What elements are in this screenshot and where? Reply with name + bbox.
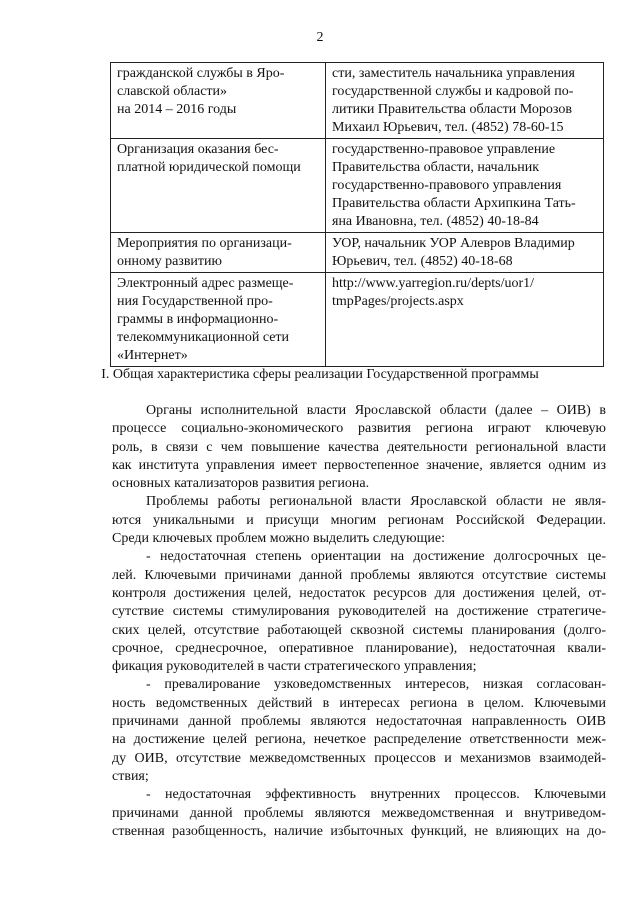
text-line: телекоммуникационной сети xyxy=(117,330,290,345)
text-line: литики Правительства области Морозов xyxy=(332,102,572,117)
text-line: как института управления имеет первостепенное значение, является одним из xyxy=(112,457,606,473)
text-line: на 2014 – 2016 годы xyxy=(117,102,237,117)
text-line: гражданской службы в Яро- xyxy=(117,66,285,81)
text-line: государственной службы и кадровой по- xyxy=(332,84,574,99)
text-line: - недостаточная степень ориентации на достижение долгосрочных це- xyxy=(146,549,606,565)
text-line: лей. Ключевыми причинами данной проблемы являются отсутствие системы xyxy=(112,567,606,583)
text-line: Правительства области, начальник xyxy=(332,160,540,175)
paragraph xyxy=(112,402,606,493)
text-line: Электронный адрес размеще- xyxy=(117,276,294,291)
text-line: сутствие системы стимулирования руководителей на достижение стратегиче- xyxy=(112,604,606,620)
url-line[interactable]: http://www.yarregion.ru/depts/uor1/ xyxy=(332,276,535,291)
table-row xyxy=(111,63,604,139)
text-line: роль, в связи с чем повышение качества деятельности региональной власти xyxy=(112,439,606,455)
text-line: процессе социально-экономического развития региона играют ключевую xyxy=(112,421,606,437)
text-line: Среди ключевых проблем можно выделить следующие: xyxy=(112,531,445,547)
text-line: граммы в информационно- xyxy=(117,312,279,327)
text-line: на достижение целей региона, нечеткое распределение ответственности меж- xyxy=(112,732,606,748)
text-line: Проблемы работы региональной власти Ярославской области не явля- xyxy=(146,494,606,510)
text-line: ность ведомственных действий в интересах региона в целом. Ключевыми xyxy=(112,695,606,711)
text-line: ственная разобщенность, наличие избыточных функций, не влияющих на до- xyxy=(112,823,606,839)
section-heading: I. Общая характеристика сферы реализации Государственной программы xyxy=(101,367,539,382)
text-line: ния Государственной про- xyxy=(117,294,273,309)
table-cell-label xyxy=(111,139,326,233)
text-line: УОР, начальник УОР Алевров Владимир xyxy=(332,236,575,251)
text-line: государственно-правовое управление xyxy=(332,142,556,157)
text-line: - недостаточная эффективность внутренних процессов. Ключевыми xyxy=(146,787,606,803)
page-number: 2 xyxy=(316,30,324,45)
text-line: основных катализаторов развития региона. xyxy=(112,476,370,492)
text-line: Органы исполнительной власти Ярославской области (далее – ОИВ) в xyxy=(146,403,606,418)
text-line: фикация руководителей в части стратегического управления; xyxy=(112,659,477,675)
text-line: славской области» xyxy=(117,84,228,99)
text-line: Михаил Юрьевич, тел. (4852) 78-60-15 xyxy=(332,120,564,135)
text-line: сти, заместитель начальника управления xyxy=(332,66,575,81)
text-line: контроля достижения целей, недостаток ресурсов для достижения целей, от- xyxy=(112,585,606,601)
table-row xyxy=(111,273,604,367)
table-row xyxy=(111,139,604,233)
text-line: Правительства области Архипкина Тать- xyxy=(332,196,576,211)
text-line: Организация оказания бес- xyxy=(117,142,279,157)
text-line: Мероприятия по организаци- xyxy=(117,236,292,251)
text-line: Юрьевич, тел. (4852) 40-18-68 xyxy=(332,254,513,269)
table-cell-value xyxy=(326,273,604,367)
text-line: причинами данной проблемы являются недостаточная направленность ОИВ xyxy=(112,714,606,730)
text-line: ются уникальными и присущи многим регионам Российской Федерации. xyxy=(112,512,606,528)
table-cell-value xyxy=(326,139,604,233)
text-line: ствия; xyxy=(112,768,149,784)
table-cell-value xyxy=(326,63,604,139)
body-text xyxy=(112,402,606,841)
text-line: платной юридической помощи xyxy=(117,160,301,175)
table-cell-label xyxy=(111,233,326,273)
text-line: государственно-правового управления xyxy=(332,178,562,193)
text-line: яна Ивановна, тел. (4852) 40-18-84 xyxy=(332,214,539,229)
table-cell-value xyxy=(326,233,604,273)
paragraph xyxy=(112,786,606,841)
table-cell-label xyxy=(111,273,326,367)
text-line: ских целей, отсутствие работающей сквозной системы планирования (долго- xyxy=(112,622,606,638)
text-line: ду ОИВ, отсутствие межведомственных процессов и механизмов взаимодей- xyxy=(112,750,606,766)
text-line: причинами данной проблемы являются межведомственная и внутриведом- xyxy=(112,805,606,821)
url-line[interactable]: tmpPages/projects.aspx xyxy=(332,294,464,309)
text-line: - превалирование узковедомственных интересов, низкая согласован- xyxy=(146,677,606,693)
paragraph xyxy=(112,493,606,548)
table-row xyxy=(111,233,604,273)
paragraph xyxy=(112,676,606,786)
table-cell-label xyxy=(111,63,326,139)
text-line: «Интернет» xyxy=(117,348,188,363)
paragraph xyxy=(112,548,606,676)
program-info-table xyxy=(110,62,604,367)
text-line: срочное, среднесрочное, оперативное планирование), недостаточная квали- xyxy=(112,640,606,656)
text-line: онному развитию xyxy=(117,254,222,269)
